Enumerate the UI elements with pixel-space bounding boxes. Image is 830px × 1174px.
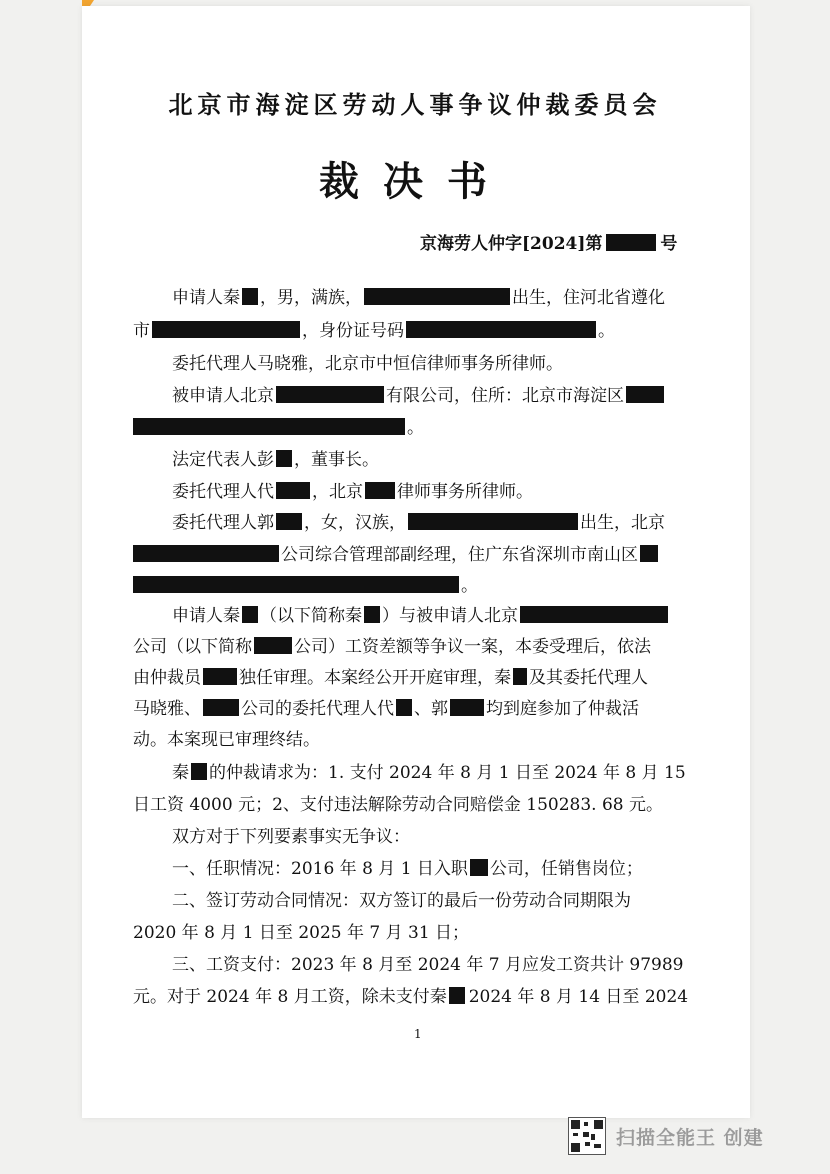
legal-representative-line: 法定代表人彭 ，董事长。	[172, 450, 379, 470]
redaction	[606, 234, 656, 251]
redaction	[242, 288, 258, 305]
redaction	[242, 606, 258, 623]
redaction	[276, 450, 292, 467]
qr-code-icon	[568, 1117, 606, 1155]
undisputed-facts-heading: 双方对于下列要素事实无争议：	[172, 827, 410, 847]
redaction	[408, 513, 578, 530]
redaction	[449, 987, 465, 1004]
redaction	[470, 859, 488, 876]
redaction	[450, 699, 484, 716]
redaction	[133, 545, 279, 562]
redaction	[364, 288, 510, 305]
organization-heading: 北京市海淀区劳动人事争议仲裁委员会	[168, 90, 662, 119]
agent-dai-line: 委托代理人代 ，北京 律师事务所律师。	[172, 482, 533, 502]
redaction	[191, 763, 207, 780]
agent-guo-line-3: 。	[133, 575, 478, 597]
body-line-3: 由仲裁员 独任审理。本案经公开开庭审理，秦 及其委托代理人	[133, 668, 648, 688]
applicant-line-1: 申请人秦 ，男，满族， 出生，住河北省遵化	[172, 288, 665, 308]
case-number	[420, 229, 677, 254]
redaction	[152, 321, 300, 338]
body-line-2: 公司（以下简称 公司）工资差额等争议一案，本委受理后，依法	[133, 637, 651, 657]
fact-3-line-1: 三、工资支付：2023 年 8 月至 2024 年 7 月应发工资共计 97989	[172, 955, 684, 975]
redaction	[365, 482, 395, 499]
respondent-line-2: 。	[133, 417, 424, 439]
body-line-4: 马晓雅、 公司的委托代理人代 、郭 均到庭参加了仲裁活	[133, 699, 639, 719]
redaction	[133, 576, 459, 593]
redaction	[640, 545, 658, 562]
applicant-agent-line: 委托代理人马晓雅，北京市中恒信律师事务所律师。	[172, 354, 563, 374]
applicant-line-2: 市 ，身份证号码 。	[133, 321, 615, 341]
fact-2-line-1: 二、签订劳动合同情况：双方签订的最后一份劳动合同期限为	[172, 891, 631, 911]
agent-guo-line-2: 公司综合管理部副经理，住广东省深圳市南山区	[133, 544, 658, 566]
redaction	[276, 482, 310, 499]
redaction	[203, 699, 239, 716]
redaction	[626, 386, 664, 403]
respondent-line-1: 被申请人北京 有限公司，住所：北京市海淀区	[172, 385, 666, 407]
agent-guo-line-1: 委托代理人郭 ，女，汉族， 出生，北京	[172, 513, 665, 533]
body-line-5: 动。本案现已审理终结。	[133, 730, 320, 750]
redaction	[254, 637, 292, 654]
document-title: 裁决书	[319, 158, 511, 205]
scanner-watermark	[568, 1116, 764, 1156]
redaction	[276, 513, 302, 530]
claims-line-2: 日工资 4000 元；2、支付违法解除劳动合同赔偿金 150283. 68 元。	[133, 795, 664, 815]
body-line-1: 申请人秦 （以下简称秦 ）与被申请人北京	[172, 605, 668, 627]
redaction	[133, 418, 405, 435]
watermark-text: 扫描全能王 创建	[616, 1126, 764, 1149]
case-number-prefix: 京海劳人仲字[2024]第	[420, 234, 603, 254]
case-number-suffix: 号	[660, 234, 678, 254]
redaction	[520, 606, 668, 623]
redaction	[406, 321, 596, 338]
claims-line-1: 秦 的仲裁请求为：1. 支付 2024 年 8 月 1 日至 2024 年 8 月 15	[172, 763, 686, 783]
redaction	[513, 668, 527, 685]
fact-2-line-2: 2020 年 8 月 1 日至 2025 年 7 月 31 日；	[133, 923, 470, 943]
fact-1-line: 一、任职情况：2016 年 8 月 1 日入职 公司，任销售岗位；	[172, 859, 643, 879]
fact-3-line-2: 元。对于 2024 年 8 月工资，除未支付秦 2024 年 8 月 14 日至 2024	[133, 987, 689, 1007]
redaction	[276, 386, 384, 403]
redaction	[364, 606, 380, 623]
redaction	[396, 699, 412, 716]
redaction	[203, 668, 237, 685]
page-number: 1	[414, 1027, 422, 1041]
